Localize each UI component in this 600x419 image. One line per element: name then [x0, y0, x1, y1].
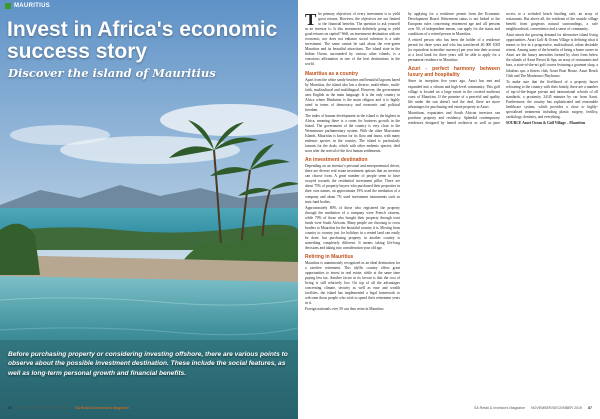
heading-investment-destination: An investment destination — [305, 157, 368, 164]
page-number-right: 87 — [588, 406, 592, 410]
paragraph: To make sure that the livelihood of a property buyer relocating to the country with their family, there are a number of top-of-the-league private and international schools of all standards, a proximity 24/45 minutes by car from Azuri. Furthermore, the country has sophisticated and reasonable healthcare system, which provides a close to highly-specialised treatments including plastic surgery, fertility, cardiology, dentistry, and everything. — [506, 79, 598, 119]
paragraph: The index of human development in the island is the highest in Africa, meaning there is a room for business growth in the island. The government of the country is very close to the Westminster parliamentary system. With the other Mascarene Islands, Mauritius is known for its flora and fauna, with many endemic species in the country. The island is particularly famous for the dodo, which with other endemic species, died soon after the arrival of the first human settlements. — [305, 113, 400, 154]
paragraph: Depending on an investor's personal and entrepreneurial drives, there are diverse real estate investment options that an investor can choose from. A great number of people seem to have swayed towards the residential investment pillar. There are about 75% of property buyers who purchased their properties in their own names, an approximate 19% used the mediation of a company and about 7% used investment instruments such as trust fund bodies. — [305, 164, 400, 204]
magazine-name-right: SA Retail & Investor's Magazine — [474, 406, 526, 410]
article-subtitle: Discover the island of Mauritius — [8, 66, 216, 80]
source-credit: SOURCE Azuri Ocean & Golf Village – Mauritius — [506, 120, 586, 125]
paragraph: Approximately 80% of those who registered the property through the mediation of a company were French citizens, while 70% of those who bought their property through trust funds were South Africans. Many people are choosing to cross borders to Mauritius for the beautiful country it is. Moving from country to country just for holidays in a rented land can easily be done, but purchasing property in another country is something completely different. It means taking life-long decisions and taking into consideration your old age. — [305, 205, 400, 250]
drop-cap: T — [305, 10, 317, 29]
section-label: MAURITIUS — [14, 3, 51, 9]
text-column-1 — [305, 12, 400, 313]
text-column-2-flow — [408, 12, 598, 126]
intro-paragraph — [305, 12, 400, 68]
heading-azuri: Azuri - perfect harmony between luxury and hospitality — [408, 66, 500, 79]
issue-date-right: NOVEMBER/DECEMBER 2019 — [531, 406, 582, 410]
hero-photo — [0, 0, 298, 419]
section-marker-icon — [5, 3, 11, 9]
paragraph: by applying for a residence permit from the Economic Development Board. Retirement status is not linked to the European rules concerning retirement age and all persons over 50, of independent means, can apply for the status and conditions of a retired person in Mauritius. — [408, 12, 500, 37]
paragraph: A retired person who has been the holder of a residence permit for three years and who has transferred 40 000 USD (or equivalent in another currency) per year into their account at a local bank for three years will be able to apply for a permanent residence in Mauritius. — [408, 38, 500, 63]
paragraph: Azuri meets the growing demand for alternative island living opportunities. Azuri Golf & Ocean Village is defining what it means to live in a progressive, multicultural, urban desirable retreat. Among some of the benefits of being a home owner in Azuri are the luxury amenities formed by short from below the islands of Azuri Resort & Spa, an array of restaurants and bars, a state-of-the-art golf course featuring a gourmet shop, a fabulous spa, a fitness club, Azuri Boat House, Azuri Beach Club and The Montessori Playhouse. — [506, 33, 598, 78]
paragraph: Mauritians, expatriates and South African investors can purchase property and residency. Splendid contemporary residences designed by famed architects as well as pure access to a secluded beach bustling cafe, an array of restaurants. But above all, the residents of the seaside village benefit from gorgeous natural surroundings, a safe neighbourhood, convenience and a sense of community. — [408, 12, 598, 125]
text-column-2 — [408, 12, 598, 126]
section-tag — [5, 3, 50, 9]
paragraph: Since its inception five years ago, Azuri has met and expanded into a vibrant and high-level community. This golf village is located on a large estate in the coveted northeast coast of Mauritius. If the promise of a peaceful and quality life under the sun doesn't seal the deal, there are more advantages for purchasing real estate property at Azuri. — [408, 79, 500, 109]
magazine-name-left: SA Retail & Investor's Magazine — [74, 406, 130, 410]
paragraph: Foreign nationals over 50 can thus retire in Mauritius — [305, 307, 384, 312]
footer-right — [474, 406, 592, 410]
paragraph: Apart from the white sandy beaches and beautiful lagoons bared by Mauritius, the island also has a diverse, multi-ethnic, multi-faith, multicultural and multilingual. However, the government uses English as the main language. It is the only country in Africa where Hinduism is the main religion and it is highly rated in terms of democracy and economic and political freedom. — [305, 77, 400, 112]
photo-caption: Before purchasing property or considering investing offshore, there are various points to observe about the possible investment destination. These include the social features, as well as long-term personal growth and financial benefits. — [8, 351, 288, 377]
article-title: Invest in Africa's economic success story — [7, 18, 278, 63]
paragraph: Mauritius is unanimously recognized as an ideal destination for a carefree retirement. This idyllic country offers great opportunities to invest in real estate, while at the same time paying less tax. Another factor in its favour is that the cost of living is still relatively low. On top of all the advantages concerning climate, security as well as ease and wealth facilities, the island has implemented a legal framework to welcome those people who wish to spend their retirement years in it. — [305, 261, 400, 306]
intro-text: he primary objectives of every investment is to yield great returns. However, the objectives are not limited to the financial benefits. The question to ask yourself as an investor is: Is this investment definitely going to yield good returns on capital? Well, an investment destination with no economic, nor does not enhance social cohesion is a stale investment. The same cannot be said about the ever-green Mauritius and its beautiful attractions. The island state in the Indian Ocean, surrounded by various other islands, is a conscious affirmation in one of the best destinations in the world. — [305, 12, 400, 67]
issue-date-left: NOVEMBER/DECEMBER 2019 — [18, 406, 69, 410]
footer-left — [8, 406, 129, 410]
heading-retiring: Retiring in Mauritius — [305, 254, 354, 261]
heading-mauritius-country: Mauritius as a country — [305, 70, 359, 77]
page-number-left: 86 — [8, 406, 12, 410]
